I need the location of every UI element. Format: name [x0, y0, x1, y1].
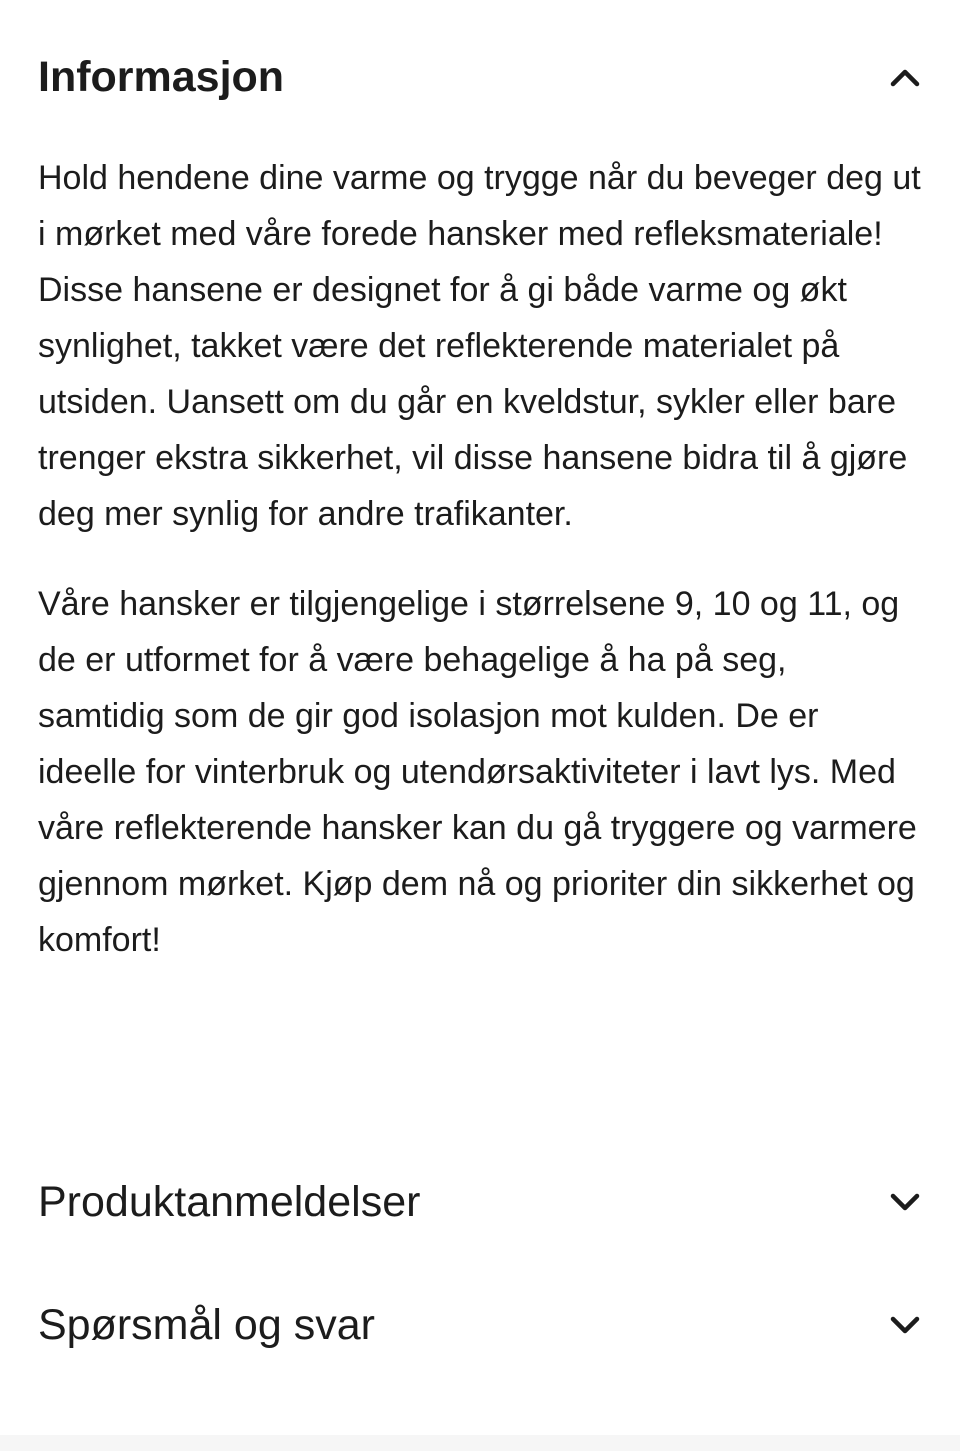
accordion-header-informasjon[interactable]: [38, 42, 922, 112]
accordion-title-produktanmeldelser: Produktanmeldelser: [38, 1177, 421, 1226]
accordion-body-informasjon: [38, 150, 922, 968]
chevron-down-icon[interactable]: [888, 1308, 922, 1342]
accordion-sporsmal-og-svar: [0, 1283, 960, 1383]
chevron-down-icon[interactable]: [888, 1185, 922, 1219]
accordion-produktanmeldelser: [0, 1160, 960, 1260]
accordion-header-sporsmal-og-svar[interactable]: [38, 1290, 922, 1360]
chevron-up-icon[interactable]: [888, 60, 922, 94]
description-paragraph-2: Våre hansker er tilgjengelige i størrelsene 9, 10 og 11, og de er utformet for å være behagelige å ha på seg, samtidig som de gir god isolasjon mot kulden. De er ideelle for vinterbruk og utendørsaktiviteter i lavt lys. Med våre reflekterende hansker kan du gå tryggere og varmere gjennom mørket. Kjøp dem nå og prioriter din sikkerhet og komfort!: [38, 585, 917, 959]
accordion-title-informasjon: Informasjon: [38, 52, 285, 101]
page-bottom-divider: [0, 1435, 960, 1451]
description-paragraph-1: Hold hendene dine varme og trygge når du beveger deg ut i mørket med våre forede hansker med refleksmateriale! Disse hansene er designet for å gi både varme og økt synlighet, takket være det reflekterende materialet på utsiden. Uansett om du går en kveldstur, sykler eller bare trenger ekstra sikkerhet, vil disse hansene bidra til å gjøre deg mer synlig for andre trafikanter.: [38, 159, 921, 533]
accordion-header-produktanmeldelser[interactable]: [38, 1167, 922, 1237]
accordion-title-sporsmal-og-svar: Spørsmål og svar: [38, 1300, 375, 1349]
